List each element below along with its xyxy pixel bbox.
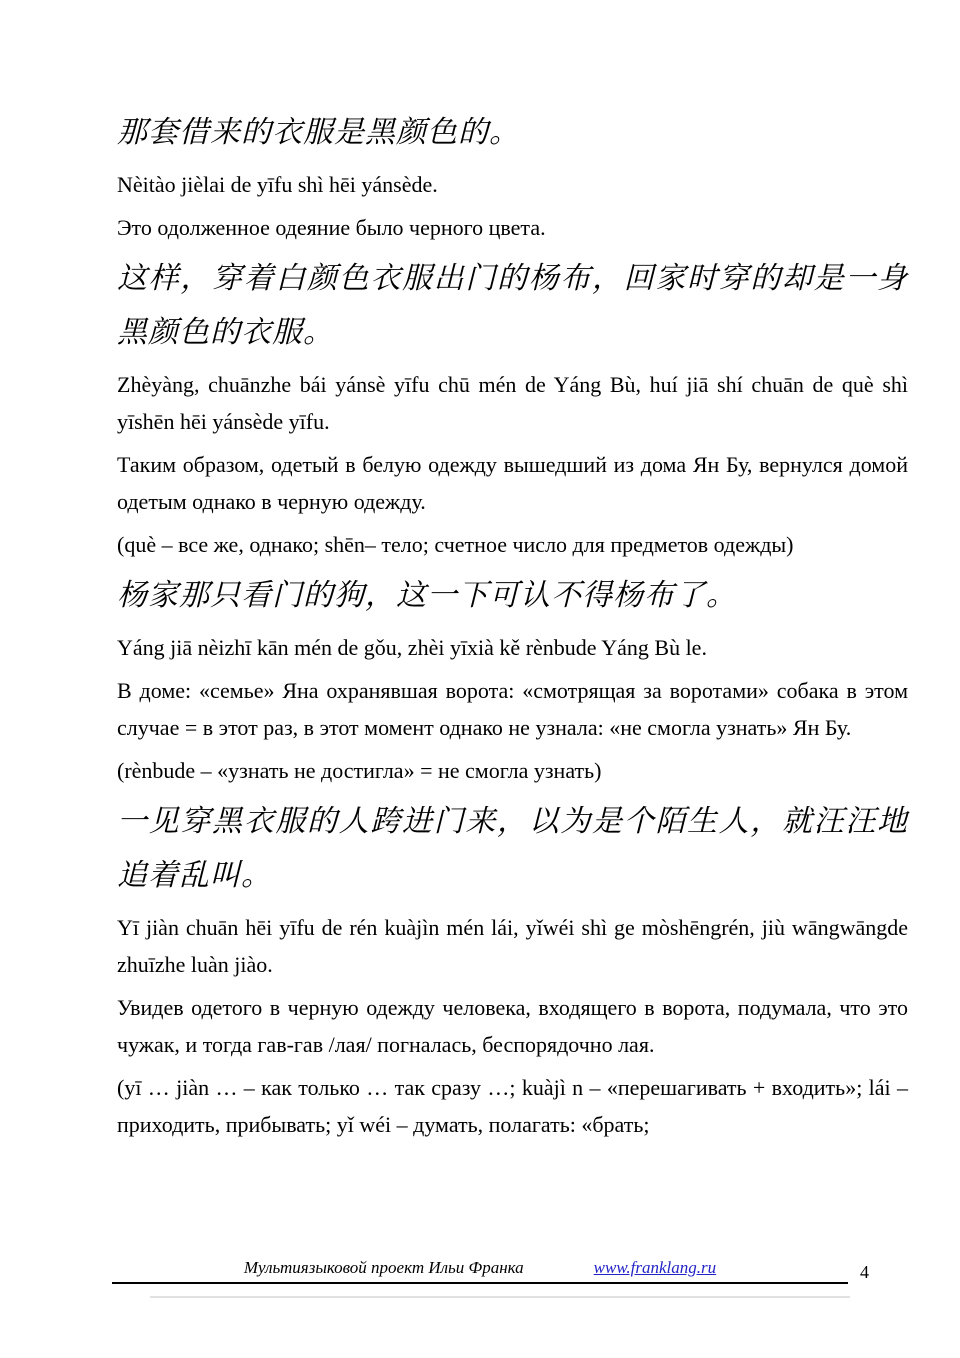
chinese-sentence-4: 一见穿黑衣服的人跨进门来，以为是个陌生人，就汪汪地追着乱叫。	[117, 805, 908, 892]
lexical-note-3: (yī … jiàn … – как только … так сразу …; kuàjì n – «перешагивать + входить»; lái – приходить, прибывать; yǐ wéi – думать, полагать: «брать;	[117, 1075, 908, 1137]
pinyin-transliteration-4: Yī jiàn chuān hēi yīfu de rén kuàjìn mén lái, yǐwéi shì ge mòshēngrén, jiù wāngwāngde zhuīzhe luàn jiào.	[117, 915, 908, 977]
pinyin-transliteration-1: Nèitào jièlai de yīfu shì hēi yánsède.	[117, 172, 438, 197]
footer-project-title: Мультиязыковой проект Ильи Франка	[243, 1258, 524, 1277]
lexical-note-2: (rènbude – «узнать не достигла» = не смогла узнать)	[117, 758, 602, 783]
chinese-sentence-1: 那套借来的衣服是黑颜色的。	[117, 116, 520, 149]
pinyin-transliteration-3: Yáng jiā nèizhī kān mén de gǒu, zhèi yīxià kě rènbude Yáng Bù le.	[117, 635, 707, 660]
russian-translation-4: Увидев одетого в черную одежду человека, входящего в ворота, подумала, что это чужак, и тогда гав-гав /лая/ погналась, беспорядочно лая.	[117, 995, 908, 1057]
footer-link[interactable]: www.franklang.ru	[593, 1258, 717, 1277]
russian-translation-2: Таким образом, одетый в белую одежду вышедший из дома Ян Бу, вернулся домой одетым однако в черную одежду.	[117, 452, 908, 514]
text-content	[117, 106, 908, 1149]
russian-translation-1: Это одолженное одеяние было черного цвета.	[117, 215, 546, 240]
chinese-sentence-3: 杨家那只看门的狗，这一下可认不得杨布了。	[117, 579, 737, 612]
footer-scan-artifact-line	[150, 1296, 850, 1298]
lexical-note-1: (què – все же, однако; shēn– тело; счетное число для предметов одежды)	[117, 532, 794, 557]
chinese-sentence-2: 这样，穿着白颜色衣服出门的杨布，回家时穿的却是一身黑颜色的衣服。	[117, 262, 908, 349]
page-footer	[112, 1258, 848, 1284]
pinyin-transliteration-2: Zhèyàng, chuānzhe bái yánsè yīfu chū mén de Yáng Bù, huí jiā shí chuān de què shì yīshēn hēi yánsède yīfu.	[117, 372, 908, 434]
russian-translation-3: В доме: «семье» Яна охранявшая ворота: «смотрящая за воротами» собака в этом случае = в этот раз, в этот момент однако не узнала: «не смогла узнать» Ян Бу.	[117, 678, 908, 740]
page-number: 4	[860, 1262, 869, 1282]
